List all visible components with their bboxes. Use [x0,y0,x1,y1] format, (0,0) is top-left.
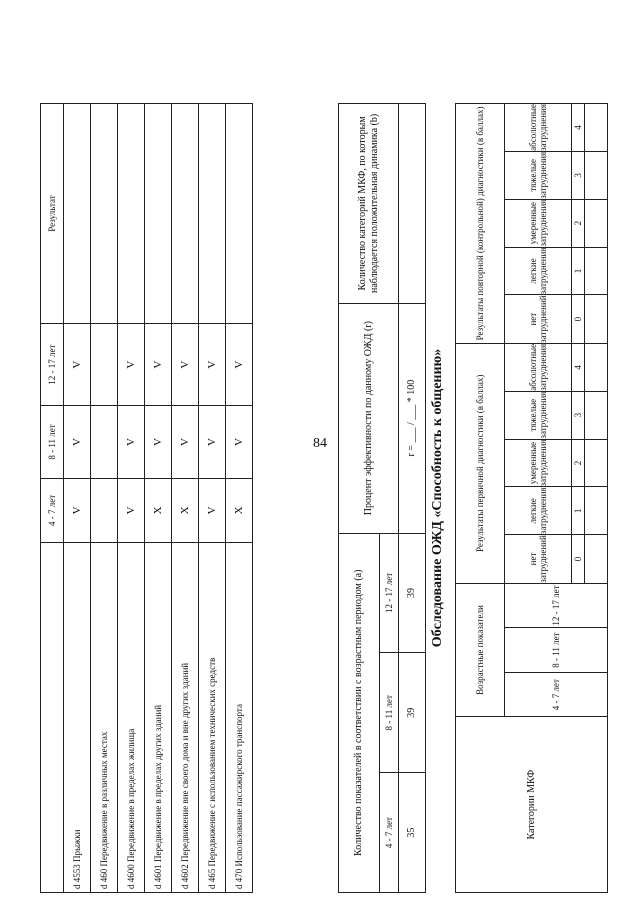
mark-cell [91,324,118,406]
row-label: d 4602 Передвижение вне своего дома и вне других зданий [172,543,199,893]
level-label: абсолютные затруднения [505,343,572,391]
score-cell: 4 [572,343,585,391]
age-group: 4 - 7 лет [380,773,399,893]
result-cell [226,104,253,324]
skills-table [40,103,253,893]
mark-cell: V [199,478,226,542]
empty-cell [585,199,608,247]
mark-cell: V [226,406,253,479]
formula: r = ___ / ___ * 100 [399,303,426,533]
row-label: d 4553 Прыжки [64,543,91,893]
empty-header [41,543,64,893]
empty-cell [585,391,608,439]
score-cell: 4 [572,104,585,152]
mark-cell: V [118,324,145,406]
empty-cell [585,295,608,344]
mark-cell [91,406,118,479]
empty-cell [585,487,608,535]
level-label: умеренные затруднения [505,439,572,487]
result-table [338,103,426,893]
count-cell: 35 [399,773,426,893]
primary-header: Результаты первичной диагностики (в баллах) [456,343,505,583]
age-header: Возрастные показатели [456,583,505,717]
age-header: 8 - 11 лет [41,406,64,479]
row-label: d 4600 Передвижение в пределах жилища [118,543,145,893]
mark-cell: X [226,478,253,542]
result-header: Результат [41,104,64,324]
level-label: абсолютные затруднения [505,104,572,152]
count-cell: 39 [399,653,426,773]
result-cell [199,104,226,324]
result-cell [118,104,145,324]
mark-cell: V [226,324,253,406]
category-header: Категории МКФ [456,717,608,893]
level-label: легкие затруднения [505,247,572,295]
mark-cell: V [199,406,226,479]
age-group: 8 - 11 лет [505,628,608,673]
age-header: 4 - 7 лет [41,478,64,542]
score-cell: 3 [572,391,585,439]
level-label: нет затруднений [505,295,572,344]
result-cell [172,104,199,324]
level-label: тяжелые затруднения [505,391,572,439]
mark-cell: V [172,324,199,406]
mark-cell [91,478,118,542]
mark-cell: X [145,478,172,542]
row-label: d 470 Использование пассажирского транспорта [226,543,253,893]
row-label: d 465 Передвижение с использованием технических средств [199,543,226,893]
age-group: 12 - 17 лет [505,583,608,628]
empty-cell [585,343,608,391]
age-header: 12 - 17 лет [41,324,64,406]
level-label: умеренные затруднения [505,199,572,247]
col-a-title: Количество показателей в соответствии с возрастным периодом (а) [339,533,380,892]
empty-cell [585,104,608,152]
mark-cell: V [145,324,172,406]
score-cell: 0 [572,295,585,344]
score-cell: 2 [572,199,585,247]
rotated-content [40,13,600,893]
mark-cell: V [172,406,199,479]
mark-cell: V [64,324,91,406]
b-cell [399,104,426,304]
mark-cell: V [64,478,91,542]
section-title: Обследование ОЖД «Способность к общению» [430,348,445,648]
mark-cell: V [118,478,145,542]
result-cell [91,104,118,324]
empty-cell [585,439,608,487]
mark-cell: V [64,406,91,479]
empty-cell [585,247,608,295]
mark-cell: X [172,478,199,542]
mark-cell: V [199,324,226,406]
age-group: 4 - 7 лет [505,672,608,717]
row-label: d 460 Передвижение в различных местах [91,543,118,893]
score-cell: 3 [572,151,585,199]
result-cell [145,104,172,324]
repeat-header: Результаты повторной (контрольной) диагностики (в баллах) [456,104,505,344]
col-b-title: Количество категорий МКФ, по которым наблюдается положительная динамика (b) [339,104,399,304]
score-cell: 1 [572,247,585,295]
result-cell [64,104,91,324]
count-cell: 39 [399,533,426,653]
empty-cell [585,535,608,584]
level-label: нет затруднений [505,535,572,584]
row-label: d 4601 Передвижение в пределах других зданий [145,543,172,893]
page-number: 84 [313,436,327,451]
age-group: 8 - 11 лет [380,653,399,773]
age-group: 12 - 17 лет [380,533,399,653]
col-r-title: Процент эффективности по данному ОЖД (r) [339,303,399,533]
mark-cell: V [145,406,172,479]
score-cell: 0 [572,535,585,584]
level-label: тяжелые затруднения [505,151,572,199]
empty-cell [585,151,608,199]
level-label: легкие затруднения [505,487,572,535]
score-cell: 1 [572,487,585,535]
score-cell: 2 [572,439,585,487]
communication-table [455,103,608,893]
mark-cell: V [118,406,145,479]
